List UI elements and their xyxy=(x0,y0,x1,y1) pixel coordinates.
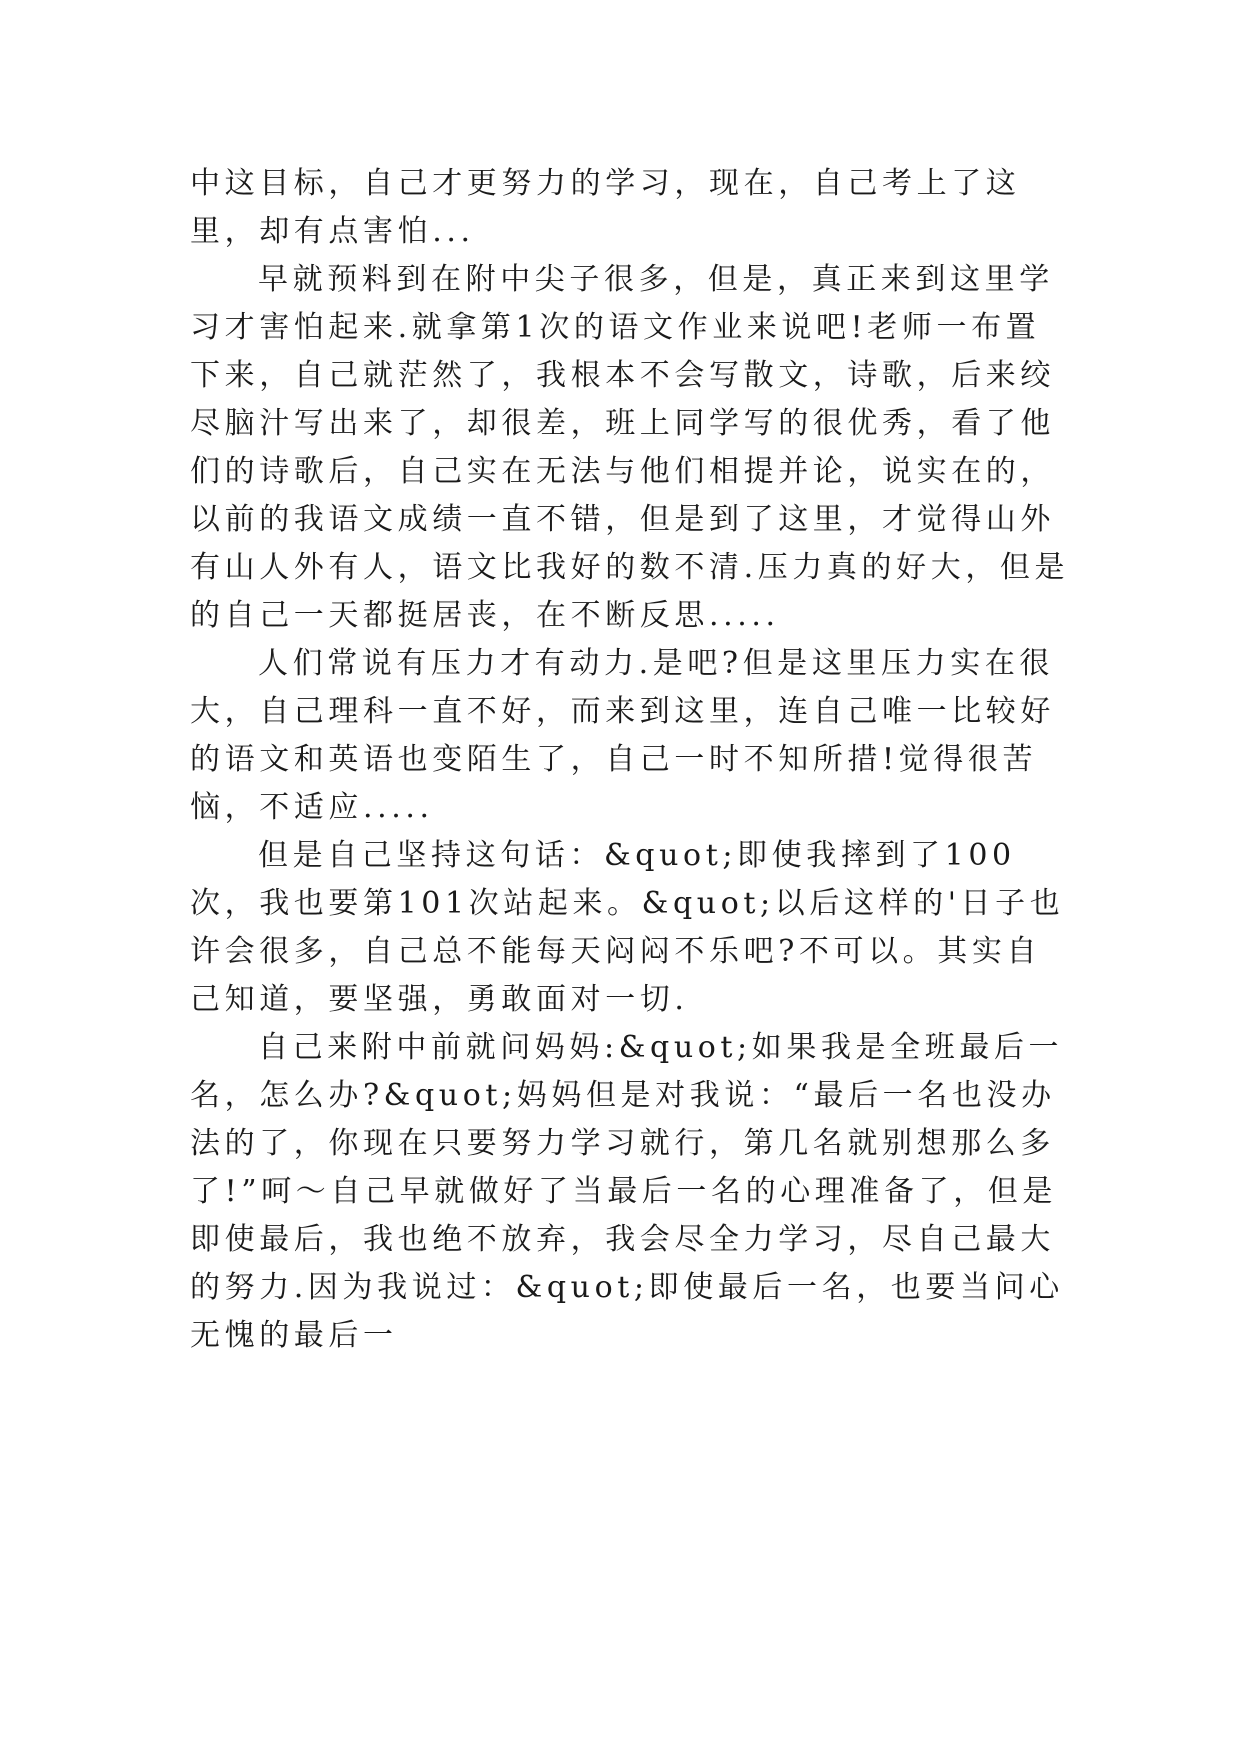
paragraph-2: 早就预料到在附中尖子很多，但是，真正来到这里学习才害怕起来.就拿第1次的语文作业来说吧!老师一布置下来，自己就茫然了，我根本不会写散文，诗歌，后来绞尽脑汁写出来了，却很差，班上同学写的很优秀，看了他们的诗歌后，自己实在无法与他们相提并论，说实在的，以前的我语文成绩一直不错，但是到了这里，才觉得山外有山人外有人，语文比我好的数不清.压力真的好大，但是的自己一天都挺居丧，在不断反思..... xyxy=(190,262,1070,633)
document-body xyxy=(190,160,1070,1360)
paragraph-3: 人们常说有压力才有动力.是吧?但是这里压力实在很大，自己理科一直不好，而来到这里，连自己唯一比较好的语文和英语也变陌生了，自己一时不知所措!觉得很苦恼，不适应..... xyxy=(190,646,1055,825)
paragraph-4: 但是自己坚持这句话：&quot;即使我摔到了100次，我也要第101次站起来。&quot;以后这样的'日子也许会很多，自己总不能每天闷闷不乐吧?不可以。其实自己知道，要坚强，勇敢面对一切. xyxy=(190,838,1065,1017)
paragraph-1: 中这目标，自己才更努力的学习，现在，自己考上了这里，却有点害怕... xyxy=(190,166,1021,249)
paragraph-5: 自己来附中前就问妈妈:&quot;如果我是全班最后一名，怎么办?&quot;妈妈但是对我说：“最后一名也没办法的了，你现在只要努力学习就行，第几名就别想那么多了!”呵～自己早就做好了当最后一名的心理准备了，但是即使最后，我也绝不放弃，我会尽全力学习，尽自己最大的努力.因为我说过：&quot;即使最后一名，也要当问心无愧的最后一 xyxy=(190,1030,1064,1353)
